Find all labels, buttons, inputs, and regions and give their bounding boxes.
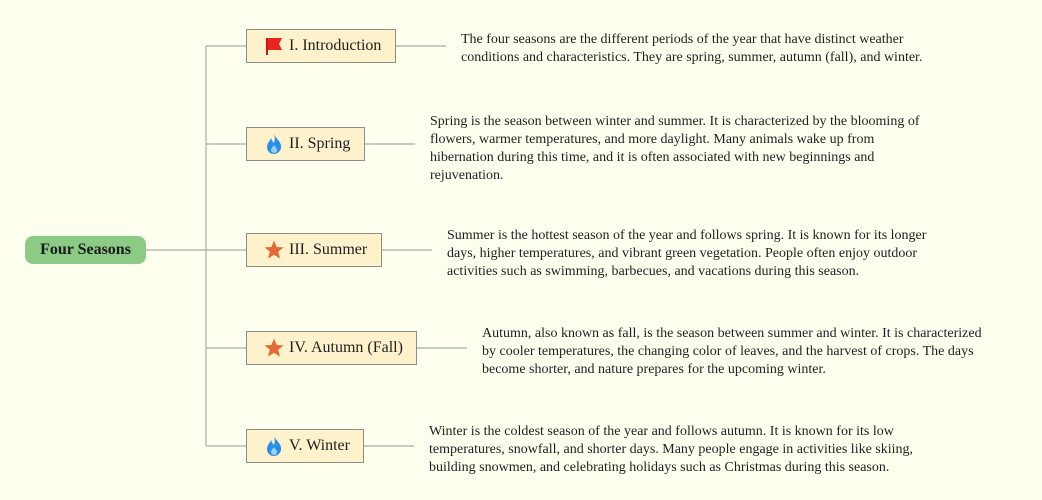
topic-label: II. Spring [289,135,351,152]
topic-winter[interactable] [246,429,364,463]
topic-introduction[interactable] [246,29,396,63]
topic-summer[interactable] [246,233,382,267]
topic-label: IV. Autumn (Fall) [289,339,403,356]
topic-note: The four seasons are the different periods of the year that have distinct weather conditions and characteristics. They are spring, summer, autumn (fall), and winter. [461,32,923,65]
orange-star-icon [263,337,285,359]
blue-flame-icon [263,133,285,155]
root-topic-label: Four Seasons [40,241,131,258]
topic-note: Spring is the season between winter and summer. It is characterized by the blooming of flowers, warmer temperatures, and more daylight. Many animals wake up from hibernation during this time, and it is often associated with new beginnings and rejuvenation. [430,114,920,183]
red-flag-icon [263,35,285,57]
orange-star-icon [263,239,285,261]
topic-note: Autumn, also known as fall, is the season between summer and winter. It is characterized by cooler temperatures, the changing color of leaves, and the harvest of crops. The days become shorter, and nature prepares for the upcoming winter. [482,326,982,377]
topic-label: I. Introduction [289,37,382,54]
topic-note: Winter is the coldest season of the year and follows autumn. It is known for its low temperatures, snowfall, and shorter days. Many people engage in activities like skiing, building snowmen, and celebrating holidays such as Christmas during this season. [429,424,914,475]
topic-spring[interactable] [246,127,365,161]
topic-label: III. Summer [289,241,368,258]
topic-autumn[interactable] [246,331,417,365]
blue-flame-icon [263,435,285,457]
root-topic[interactable] [25,236,146,264]
topic-note: Summer is the hottest season of the year and follows spring. It is known for its longer days, higher temperatures, and vibrant green vegetation. People often enjoy outdoor activities such as swimming, barbecues, and vacations during this season. [447,228,927,279]
topic-label: V. Winter [289,437,350,454]
